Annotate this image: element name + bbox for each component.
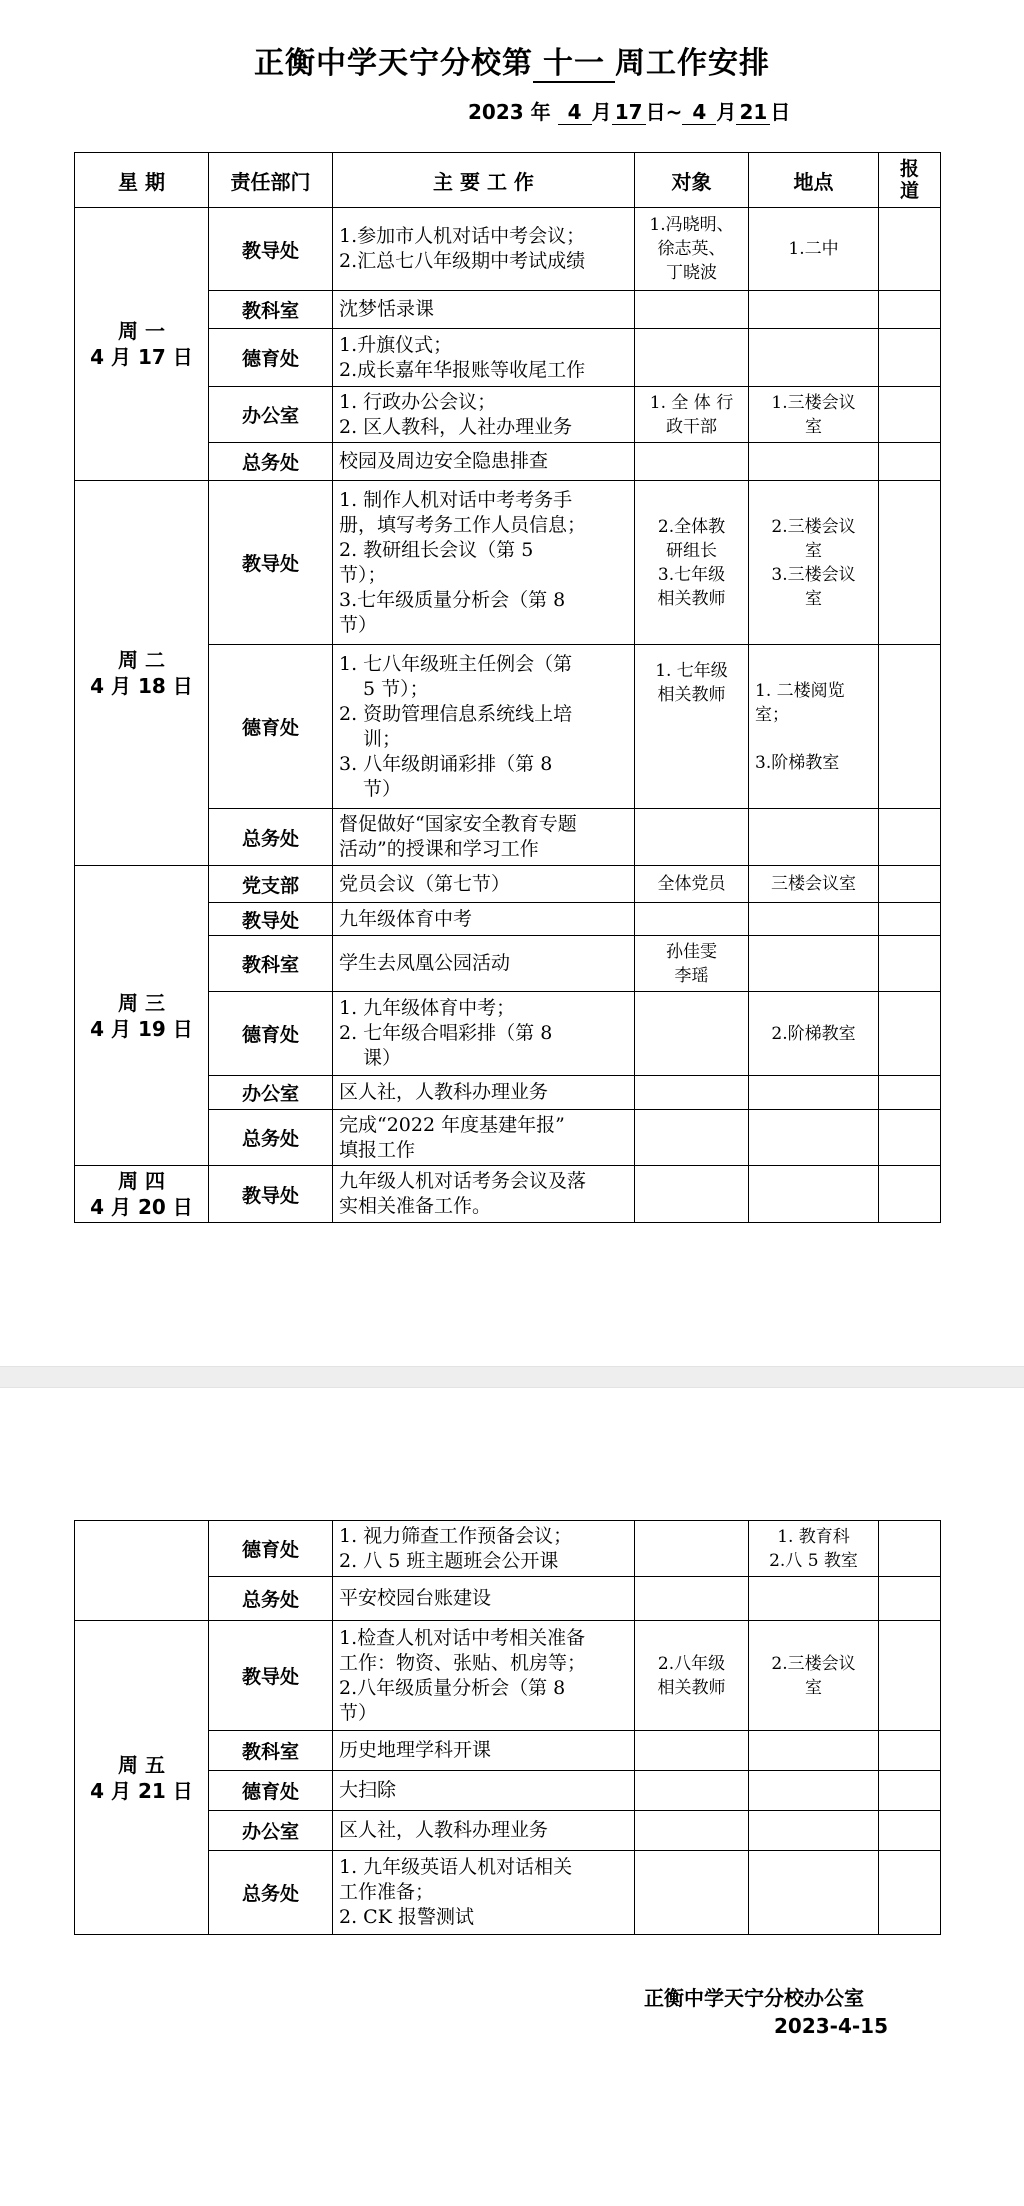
work-line: 1.升旗仪式； — [339, 333, 453, 356]
location-line: 1. 二楼阅览 — [755, 680, 845, 701]
work-cell — [333, 387, 635, 443]
dept-cell: 教导处 — [209, 481, 333, 645]
target-cell — [635, 866, 749, 903]
target-line: 1. 七年级 — [655, 661, 728, 681]
location-line — [755, 727, 872, 751]
target-cell — [635, 1166, 749, 1223]
location-line: 1.二中 — [788, 239, 839, 259]
work-line: 大扫除 — [339, 1779, 397, 1801]
work-cell — [333, 1076, 635, 1110]
location-line: 3.阶梯教室 — [755, 752, 840, 773]
week-number: 十一 — [533, 47, 615, 83]
report-cell — [879, 1166, 941, 1223]
end-day: 21 — [736, 100, 770, 125]
report-cell — [879, 936, 941, 992]
target-cell — [635, 443, 749, 481]
day-cell-thursday — [75, 1166, 209, 1223]
location-line: 室 — [805, 540, 822, 561]
target-cell — [635, 291, 749, 329]
work-cell — [333, 992, 635, 1076]
work-line: 2. 区人教科，人社办理业务 — [339, 415, 573, 438]
work-cell — [333, 481, 635, 645]
target-line: 相关教师 — [657, 1677, 726, 1698]
target-line: 丁晓波 — [666, 263, 717, 283]
work-line: 训； — [363, 727, 402, 750]
work-line: 活动”的授课和学习工作 — [339, 838, 539, 860]
work-line: 1. 视力筛查工作预备会议； — [339, 1524, 573, 1547]
location-line: 三楼会议室 — [771, 874, 856, 894]
schedule-table — [74, 152, 941, 1223]
location-cell — [749, 903, 879, 936]
work-cell — [333, 866, 635, 903]
work-line: 1. 九年级英语人机对话相关 — [339, 1856, 573, 1878]
day-name: 周 一 — [118, 319, 165, 343]
work-line: 九年级体育中考 — [339, 907, 473, 930]
table-row — [75, 481, 941, 645]
work-cell — [333, 936, 635, 992]
work-line: 实相关准备工作。 — [339, 1195, 492, 1217]
day-cell-thursday-continued — [75, 1521, 209, 1621]
work-line: 2. 七年级合唱彩排（第 8 — [339, 1022, 553, 1044]
work-line: 督促做好“国家安全教育专题 — [339, 813, 577, 835]
location-cell — [749, 1577, 879, 1621]
target-cell — [635, 329, 749, 387]
work-line: 节） — [339, 1701, 378, 1724]
location-cell — [749, 1521, 879, 1577]
location-cell — [749, 1851, 879, 1935]
target-line: 研组长 — [666, 540, 717, 561]
work-line: 2.成长嘉年华报账等收尾工作 — [339, 358, 586, 381]
work-line: 节） — [363, 777, 402, 800]
work-cell — [333, 208, 635, 291]
location-line: 2.阶梯教室 — [771, 1023, 856, 1044]
title-suffix: 周工作安排 — [615, 46, 770, 81]
location-line: 室 — [805, 588, 822, 609]
table-row — [75, 866, 941, 903]
end-month: 4 — [682, 100, 716, 125]
work-line: 1. 七八年级班主任例会（第 — [339, 652, 573, 675]
day-name: 周 四 — [118, 1169, 165, 1193]
location-line: 3.三楼会议 — [771, 564, 856, 585]
location-line: 室 — [805, 416, 822, 437]
location-cell — [749, 443, 879, 481]
dept-cell: 德育处 — [209, 329, 333, 387]
day-date: 4 月 21 日 — [90, 1778, 193, 1803]
table-row — [75, 208, 941, 291]
col-header-location: 地点 — [749, 153, 879, 208]
dept-cell: 教导处 — [209, 1166, 333, 1223]
report-cell — [879, 903, 941, 936]
work-line: 工作：物资、张贴、机房等； — [339, 1651, 587, 1674]
date-range — [468, 96, 790, 125]
work-line: 1. 制作人机对话中考考务手 — [339, 488, 573, 511]
work-cell — [333, 1621, 635, 1731]
target-line: 相关教师 — [657, 685, 726, 705]
work-line: 工作准备； — [339, 1881, 435, 1903]
day-date: 4 月 20 日 — [90, 1195, 193, 1219]
report-cell — [879, 481, 941, 645]
location-line: 2.三楼会议 — [771, 1653, 856, 1674]
work-line: 1.参加市人机对话中考会议； — [339, 225, 586, 247]
location-cell — [749, 866, 879, 903]
target-line: 相关教师 — [657, 588, 726, 609]
day-cell-monday — [75, 208, 209, 481]
location-cell — [749, 936, 879, 992]
dept-cell: 教科室 — [209, 291, 333, 329]
work-line: 历史地理学科开课 — [339, 1739, 492, 1761]
col-header-target: 对象 — [635, 153, 749, 208]
work-line: 节）； — [339, 563, 387, 586]
target-cell — [635, 1577, 749, 1621]
day-name: 周 五 — [118, 1752, 165, 1777]
work-line: 3.七年级质量分析会（第 8 — [339, 588, 566, 611]
target-cell — [635, 1521, 749, 1577]
location-cell — [749, 1166, 879, 1223]
work-line: 5 节）； — [363, 677, 429, 700]
target-line: 全体党员 — [657, 874, 726, 894]
dept-cell: 总务处 — [209, 809, 333, 866]
start-day: 17 — [612, 100, 646, 125]
work-line: 沈梦恬录课 — [339, 298, 435, 320]
work-line: 党员会议（第七节） — [339, 872, 511, 895]
day-name: 周 三 — [118, 990, 165, 1015]
target-cell — [635, 1811, 749, 1851]
location-line: 1.三楼会议 — [771, 392, 856, 413]
target-cell — [635, 936, 749, 992]
page-separator — [0, 1366, 1024, 1388]
col-header-work: 主 要 工 作 — [333, 153, 635, 208]
report-cell — [879, 645, 941, 809]
dept-cell: 德育处 — [209, 992, 333, 1076]
report-cell — [879, 208, 941, 291]
location-line: 1. 教育科 — [777, 1526, 850, 1547]
report-header-text: 报道 — [899, 158, 919, 202]
work-line: 2. 教研组长会议（第 5 — [339, 538, 534, 561]
location-cell — [749, 208, 879, 291]
dept-cell: 总务处 — [209, 1577, 333, 1621]
work-cell — [333, 443, 635, 481]
day-label: 日~ — [645, 100, 683, 124]
report-cell — [879, 866, 941, 903]
location-cell — [749, 291, 879, 329]
target-line: 徐志英、 — [657, 239, 726, 259]
dept-cell: 教导处 — [209, 1621, 333, 1731]
year-label: 年 — [530, 100, 551, 124]
work-line: 区人社，人教科办理业务 — [339, 1819, 549, 1841]
work-cell — [333, 903, 635, 936]
day-date: 4 月 19 日 — [90, 1016, 193, 1041]
target-cell — [635, 387, 749, 443]
dept-cell: 办公室 — [209, 387, 333, 443]
work-line: 校园及周边安全隐患排查 — [339, 450, 549, 472]
work-cell — [333, 291, 635, 329]
work-line: 区人社，人教科办理业务 — [339, 1081, 549, 1103]
dept-cell: 办公室 — [209, 1811, 333, 1851]
target-cell — [635, 903, 749, 936]
location-cell — [749, 387, 879, 443]
work-line: 1. 行政办公会议； — [339, 390, 497, 413]
report-cell — [879, 1811, 941, 1851]
work-cell — [333, 329, 635, 387]
day-cell-friday — [75, 1621, 209, 1935]
work-line: 1. 九年级体育中考； — [339, 997, 516, 1019]
report-cell — [879, 1771, 941, 1811]
report-cell — [879, 1076, 941, 1110]
target-line: 孙佳雯 — [666, 941, 717, 962]
location-cell — [749, 1731, 879, 1771]
dept-cell: 德育处 — [209, 1521, 333, 1577]
location-cell — [749, 1771, 879, 1811]
target-cell — [635, 1851, 749, 1935]
report-cell — [879, 1577, 941, 1621]
col-header-day: 星 期 — [75, 153, 209, 208]
table-row — [75, 1166, 941, 1223]
dept-cell: 德育处 — [209, 645, 333, 809]
report-cell — [879, 443, 941, 481]
report-cell — [879, 809, 941, 866]
dept-cell: 总务处 — [209, 1851, 333, 1935]
dept-cell: 总务处 — [209, 1110, 333, 1166]
location-cell — [749, 1811, 879, 1851]
target-line: 李瑶 — [674, 965, 709, 986]
dept-cell: 教导处 — [209, 208, 333, 291]
location-line: 室； — [755, 704, 789, 725]
target-cell — [635, 992, 749, 1076]
day-cell-tuesday — [75, 481, 209, 866]
work-cell — [333, 1771, 635, 1811]
work-line: 节） — [339, 613, 378, 636]
dept-cell: 教导处 — [209, 903, 333, 936]
dept-cell: 办公室 — [209, 1076, 333, 1110]
report-cell — [879, 1521, 941, 1577]
target-cell — [635, 481, 749, 645]
target-cell — [635, 809, 749, 866]
report-cell — [879, 1621, 941, 1731]
dept-cell: 党支部 — [209, 866, 333, 903]
month-label: 月 — [716, 100, 737, 124]
work-cell — [333, 809, 635, 866]
target-line: 3.七年级 — [657, 564, 726, 585]
location-line: 2.三楼会议 — [771, 516, 856, 537]
dept-cell: 德育处 — [209, 1771, 333, 1811]
target-line: 1.冯晓明、 — [649, 215, 734, 235]
target-cell — [635, 1771, 749, 1811]
work-line: 九年级人机对话考务会议及落 — [339, 1170, 587, 1192]
work-cell — [333, 1577, 635, 1621]
report-cell — [879, 1851, 941, 1935]
table-header-row — [75, 153, 941, 208]
location-cell — [749, 1110, 879, 1166]
target-line: 政干部 — [666, 416, 717, 437]
table-row — [75, 1521, 941, 1577]
report-cell — [879, 291, 941, 329]
location-line: 2.八 5 教室 — [769, 1550, 858, 1571]
location-cell — [749, 329, 879, 387]
target-cell — [635, 208, 749, 291]
work-line: 2. 八 5 班主题班会公开课 — [339, 1549, 559, 1572]
work-cell — [333, 1166, 635, 1223]
document-title — [0, 38, 1024, 83]
location-line: 室 — [805, 1677, 822, 1698]
footer-date: 2023-4-15 — [774, 2014, 889, 2038]
dept-cell: 总务处 — [209, 443, 333, 481]
location-cell — [749, 992, 879, 1076]
report-cell — [879, 387, 941, 443]
work-cell — [333, 1521, 635, 1577]
work-line: 2. CK 报警测试 — [339, 1906, 474, 1928]
day-cell-wednesday — [75, 866, 209, 1166]
dept-cell: 教科室 — [209, 1731, 333, 1771]
work-line: 课） — [363, 1047, 402, 1069]
work-cell — [333, 1811, 635, 1851]
report-cell — [879, 329, 941, 387]
location-cell — [749, 809, 879, 866]
month-label: 月 — [591, 100, 612, 124]
table-row — [75, 1621, 941, 1731]
work-cell — [333, 645, 635, 809]
location-cell — [749, 1076, 879, 1110]
report-cell — [879, 1731, 941, 1771]
target-line: 2.八年级 — [657, 1653, 726, 1674]
day-date: 4 月 17 日 — [90, 345, 193, 369]
target-line: 1. 全 体 行 — [649, 392, 734, 413]
col-header-report — [879, 153, 941, 208]
work-line: 完成“2022 年度基建年报” — [339, 1113, 565, 1136]
start-month: 4 — [558, 100, 592, 125]
title-prefix: 正衡中学天宁分校第 — [254, 46, 533, 81]
work-line: 2. 资助管理信息系统线上培 — [339, 702, 573, 725]
work-line: 3. 八年级朗诵彩排（第 8 — [339, 752, 553, 775]
year: 2023 — [468, 100, 524, 124]
dept-cell: 教科室 — [209, 936, 333, 992]
target-cell — [635, 645, 749, 809]
work-cell — [333, 1110, 635, 1166]
work-cell — [333, 1731, 635, 1771]
work-cell — [333, 1851, 635, 1935]
work-line: 册，填写考务工作人员信息； — [339, 513, 587, 536]
work-line: 填报工作 — [339, 1138, 416, 1161]
col-header-dept: 责任部门 — [209, 153, 333, 208]
target-cell — [635, 1731, 749, 1771]
work-line: 2.汇总七八年级期中考试成绩 — [339, 250, 586, 272]
work-line: 2.八年级质量分析会（第 8 — [339, 1676, 566, 1699]
location-cell — [749, 1621, 879, 1731]
report-cell — [879, 1110, 941, 1166]
work-line: 学生去凤凰公园活动 — [339, 952, 511, 974]
document-page-2 — [0, 1388, 1024, 2206]
work-line: 平安校园台账建设 — [339, 1587, 492, 1609]
report-cell — [879, 992, 941, 1076]
schedule-table-continued — [74, 1520, 941, 1935]
location-cell — [749, 645, 879, 809]
target-line: 2.全体教 — [657, 516, 726, 537]
footer-office: 正衡中学天宁分校办公室 — [644, 1986, 864, 2010]
work-line: 1.检查人机对话中考相关准备 — [339, 1626, 586, 1649]
location-cell — [749, 481, 879, 645]
target-cell — [635, 1076, 749, 1110]
target-cell — [635, 1110, 749, 1166]
day-name: 周 二 — [118, 648, 165, 672]
target-cell — [635, 1621, 749, 1731]
end-day-label: 日 — [770, 100, 791, 124]
day-date: 4 月 18 日 — [90, 674, 193, 698]
